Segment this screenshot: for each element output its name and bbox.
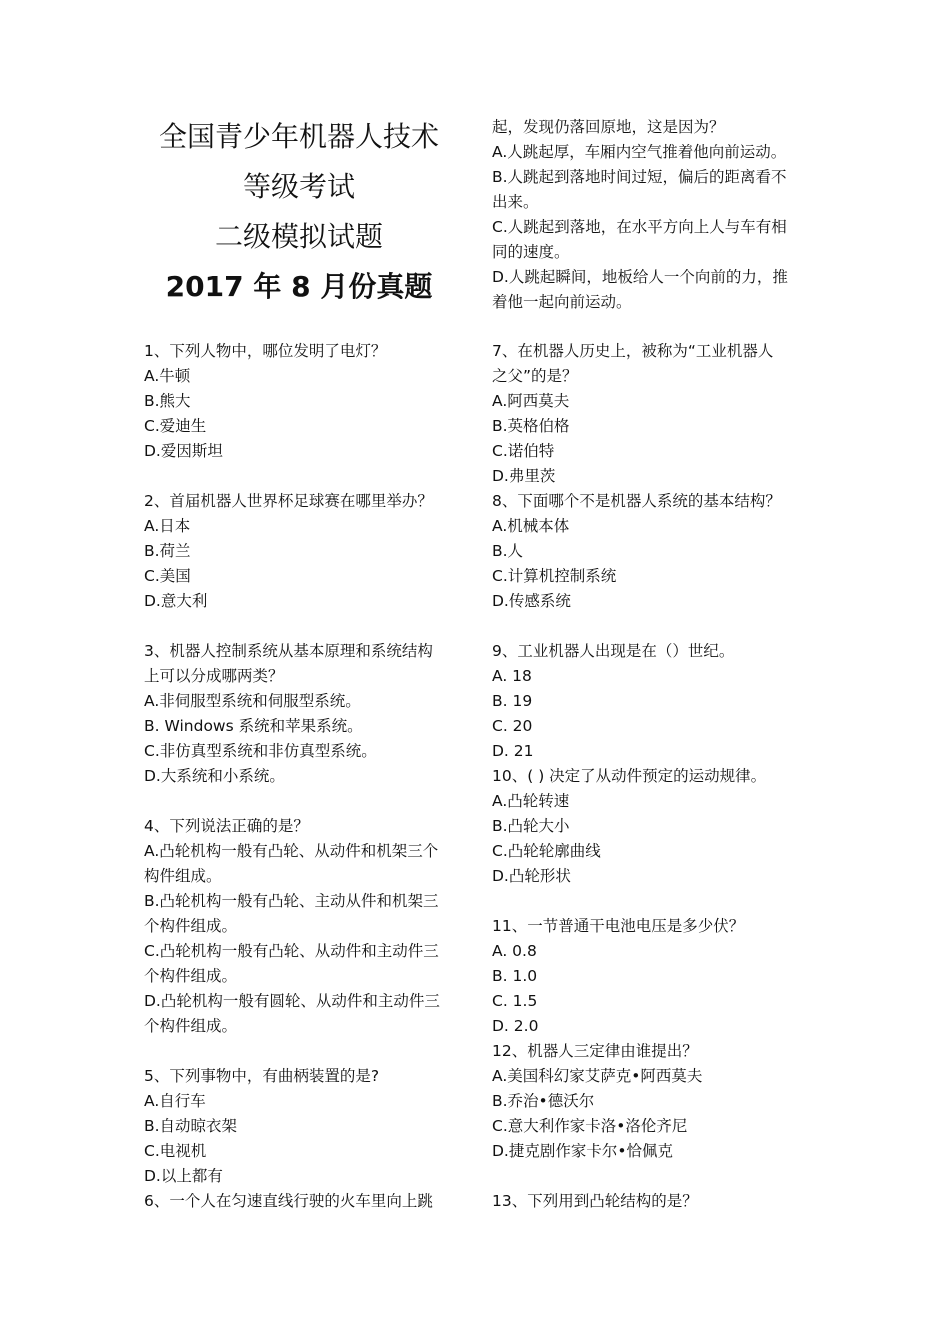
question-text-line: A.非伺服型系统和伺服型系统。 [144, 692, 361, 710]
title-line-3: 二级模拟试题 [214, 220, 383, 253]
question-text-line: 10、( ) 决定了从动件预定的运动规律。 [492, 767, 767, 785]
question-text-line: A.凸轮机构一般有凸轮、从动件和机架三个 [144, 842, 439, 860]
question-text-line: B.熊大 [144, 392, 191, 410]
spacer [492, 614, 822, 639]
question-text-line: A.美国科幻家艾萨克•阿西莫夫 [492, 1067, 703, 1085]
question-text-line: B.自动晾衣架 [144, 1117, 238, 1135]
question-text-line: D.意大利 [144, 592, 208, 610]
question-text-line: 5、下列事物中，有曲柄装置的是? [144, 1067, 380, 1085]
question-text-line: C.电视机 [144, 1142, 207, 1160]
title-line-2: 等级考试 [242, 170, 355, 203]
question-text-line: D.凸轮形状 [492, 867, 571, 885]
question-text-line: D.凸轮机构一般有圆轮、从动件和主动件三 [144, 992, 440, 1010]
question-text-line: D.弗里茨 [492, 467, 556, 485]
question-text-line: D.捷克剧作家卡尔•恰佩克 [492, 1142, 674, 1160]
question-text-line: 4、下列说法正确的是？ [144, 817, 309, 835]
question-text-line: 构件组成。 [144, 867, 222, 885]
question-text-line: 6、一个人在匀速直线行驶的火车里向上跳 [144, 1192, 433, 1210]
spacer [144, 614, 474, 639]
question-text-line: C.非仿真型系统和非仿真型系统。 [144, 742, 377, 760]
question-text-line: B.乔治•德沃尔 [492, 1092, 595, 1110]
question-text-line: D.传感系统 [492, 592, 571, 610]
question-text-line: 8、下面哪个不是机器人系统的基本结构？ [492, 492, 781, 510]
question-text-line: 1、下列人物中，哪位发明了电灯？ [144, 342, 387, 360]
question-text-line: 13、下列用到凸轮结构的是？ [492, 1192, 698, 1210]
question-text-line: A.自行车 [144, 1092, 206, 1110]
question-text-line: 出来。 [492, 193, 539, 211]
spacer [492, 889, 822, 914]
question-text-line: 12、机器人三定律由谁提出？ [492, 1042, 698, 1060]
question-text-line: 9、工业机器人出现是在（）世纪。 [492, 642, 735, 660]
question-text-line: C. 20 [492, 717, 533, 735]
title-line-4: 2017 年 8 月份真题 [165, 270, 433, 303]
question-text-line: 同的速度。 [492, 243, 570, 261]
question-text-line: D.以上都有 [144, 1167, 223, 1185]
question-text-line: A.凸轮转速 [492, 792, 570, 810]
question-text-line: C.凸轮轮廓曲线 [492, 842, 601, 860]
question-text-line: 2、首届机器人世界杯足球赛在哪里举办？ [144, 492, 433, 510]
question-text-line: B. 1.0 [492, 967, 538, 985]
spacer [144, 789, 474, 814]
question-text-line: 上可以分成哪两类？ [144, 667, 284, 685]
question-text-line: 11、一节普通干电池电压是多少伏？ [492, 917, 745, 935]
question-text-line: B. Windows 系统和苹果系统。 [144, 717, 363, 735]
question-text-line: 着他一起向前运动。 [492, 293, 632, 311]
question-text-line: B.人 [492, 542, 524, 560]
question-text-line: D. 2.0 [492, 1017, 539, 1035]
right-column [492, 339, 822, 1214]
question-text-line: A.阿西莫夫 [492, 392, 570, 410]
question-text-line: C.美国 [144, 567, 191, 585]
question-text-line: B.人跳起到落地时间过短，偏后的距离看不 [492, 168, 787, 186]
question-text-line: A.机械本体 [492, 517, 570, 535]
question-text-line: C.爱迪生 [144, 417, 207, 435]
question-text-line: B.英格伯格 [492, 417, 570, 435]
question-text-line: 个构件组成。 [144, 1017, 238, 1035]
question-text-line: C.人跳起到落地，在水平方向上人与车有相 [492, 218, 787, 236]
question-text-line: C.意大利作家卡洛•洛伦齐尼 [492, 1117, 688, 1135]
question-text-line: 个构件组成。 [144, 967, 238, 985]
question-text-line: A.牛顿 [144, 367, 191, 385]
right-column-continuation [492, 115, 822, 315]
question-text-line: C.诺伯特 [492, 442, 555, 460]
question-text-line: B.荷兰 [144, 542, 191, 560]
spacer [144, 1039, 474, 1064]
question-text-line: A. 18 [492, 667, 532, 685]
question-text-line: C.计算机控制系统 [492, 567, 617, 585]
question-text-line: C. 1.5 [492, 992, 538, 1010]
question-text-line: A. 0.8 [492, 942, 537, 960]
question-text-line: 7、在机器人历史上，被称为“工业机器人 [492, 342, 774, 360]
left-column [144, 339, 474, 1214]
question-text-line: B.凸轮机构一般有凸轮、主动从件和机架三 [144, 892, 439, 910]
question-text-line: D.大系统和小系统。 [144, 767, 285, 785]
question-text-line: C.凸轮机构一般有凸轮、从动件和主动件三 [144, 942, 439, 960]
question-text-line: B.凸轮大小 [492, 817, 570, 835]
question-text-line: 个构件组成。 [144, 917, 238, 935]
question-text-line: 起，发现仍落回原地，这是因为？ [492, 118, 725, 136]
question-text-line: D. 21 [492, 742, 534, 760]
question-text-line: D.爱因斯坦 [144, 442, 223, 460]
spacer [144, 464, 474, 489]
question-text-line: 之父”的是？ [492, 367, 578, 385]
question-text-line: B. 19 [492, 692, 533, 710]
spacer [492, 1164, 822, 1189]
title-line-1: 全国青少年机器人技术 [158, 120, 439, 153]
document-title [144, 112, 454, 312]
question-text-line: A.日本 [144, 517, 191, 535]
question-text-line: D.人跳起瞬间，地板给人一个向前的力，推 [492, 268, 788, 286]
question-text-line: A.人跳起厚，车厢内空气推着他向前运动。 [492, 143, 787, 161]
question-text-line: 3、机器人控制系统从基本原理和系统结构 [144, 642, 433, 660]
